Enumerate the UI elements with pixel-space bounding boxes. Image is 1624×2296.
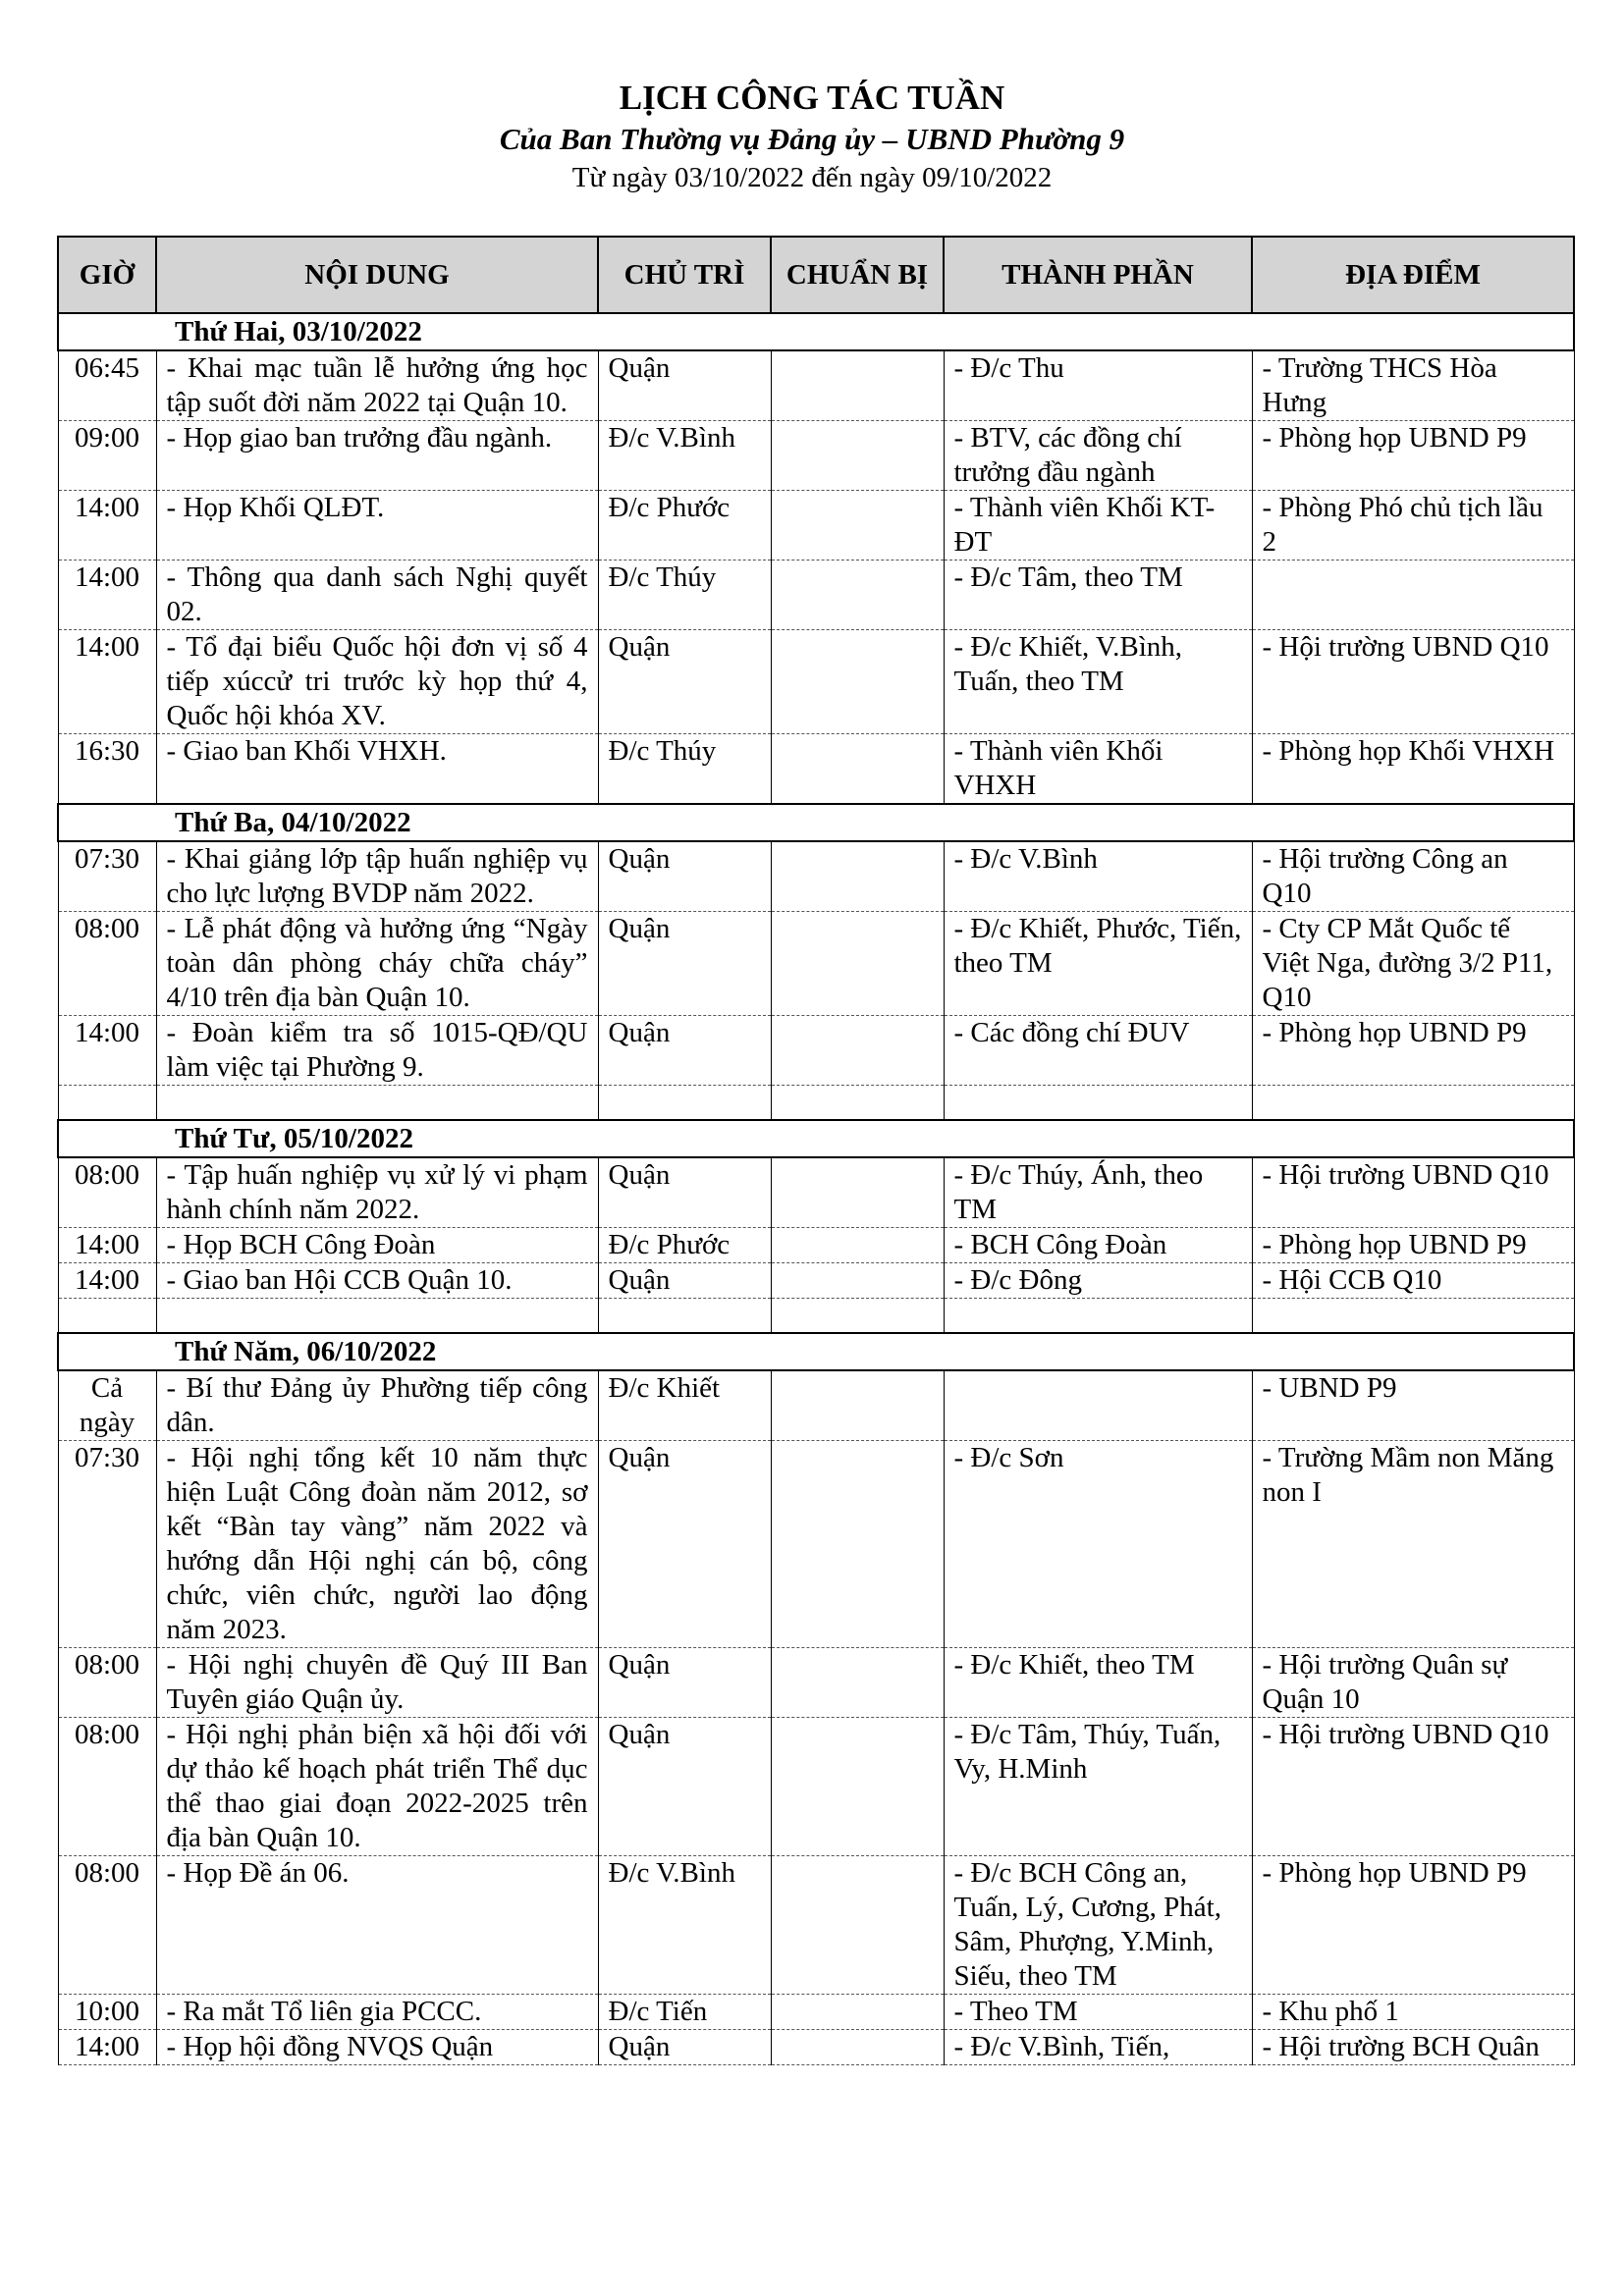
cell-content: - Thông qua danh sách Nghị quyết 02.	[156, 561, 598, 630]
cell-content: - Khai mạc tuần lễ hưởng ứng học tập suốt đời năm 2022 tại Quận 10.	[156, 350, 598, 421]
blank-row	[58, 1299, 1574, 1334]
cell-members: - Đ/c Thúy, Ánh, theo TM	[944, 1157, 1252, 1228]
event-row	[58, 1856, 1574, 1995]
cell-members: - Các đồng chí ĐUV	[944, 1016, 1252, 1086]
cell-time: 10:00	[58, 1995, 156, 2030]
cell-content: - Giao ban Hội CCB Quận 10.	[156, 1263, 598, 1299]
cell-place	[1252, 1086, 1574, 1121]
cell-prep	[771, 1086, 944, 1121]
cell-prep	[771, 630, 944, 734]
cell-place: - Hội trường BCH Quân	[1252, 2030, 1574, 2065]
cell-prep	[771, 912, 944, 1016]
document-subtitle: Của Ban Thường vụ Đảng ủy – UBND Phường 9	[499, 122, 1125, 156]
cell-content	[156, 1299, 598, 1334]
cell-time: 14:00	[58, 1016, 156, 1086]
cell-chair	[598, 1086, 771, 1121]
cell-content: - Tổ đại biểu Quốc hội đơn vị số 4 tiếp xúccử tri trước kỳ họp thứ 4, Quốc hội khóa XV.	[156, 630, 598, 734]
cell-content: - Họp giao ban trưởng đầu ngành.	[156, 421, 598, 491]
cell-place: - Hội trường UBND Q10	[1252, 1718, 1574, 1856]
cell-content: - Họp Đề án 06.	[156, 1856, 598, 1995]
day-label: Thứ Hai, 03/10/2022	[58, 313, 1574, 350]
event-row	[58, 630, 1574, 734]
cell-place: - Phòng họp Khối VHXH	[1252, 734, 1574, 805]
cell-prep	[771, 1228, 944, 1263]
header-row	[58, 237, 1574, 313]
cell-members: - Đ/c Đông	[944, 1263, 1252, 1299]
event-row	[58, 1016, 1574, 1086]
day-heading-row	[58, 1120, 1574, 1157]
cell-prep	[771, 421, 944, 491]
schedule-table	[57, 236, 1575, 2065]
cell-place: - Cty CP Mắt Quốc tế Việt Nga, đường 3/2 P11, Q10	[1252, 912, 1574, 1016]
day-label: Thứ Năm, 06/10/2022	[58, 1333, 1574, 1370]
cell-time: 14:00	[58, 1263, 156, 1299]
cell-chair: Đ/c Khiết	[598, 1370, 771, 1441]
cell-place: - Phòng họp UBND P9	[1252, 1228, 1574, 1263]
cell-members: - Đ/c Khiết, Phước, Tiến, theo TM	[944, 912, 1252, 1016]
cell-content: - Họp Khối QLĐT.	[156, 491, 598, 561]
document-header	[0, 77, 1624, 196]
cell-prep	[771, 350, 944, 421]
event-row	[58, 1995, 1574, 2030]
cell-content	[156, 1086, 598, 1121]
cell-members: - BTV, các đồng chí trưởng đầu ngành	[944, 421, 1252, 491]
cell-members	[944, 1299, 1252, 1334]
day-label: Thứ Tư, 05/10/2022	[58, 1120, 1574, 1157]
cell-prep	[771, 2030, 944, 2065]
blank-row	[58, 1086, 1574, 1121]
cell-place: - Hội trường Quân sự Quận 10	[1252, 1648, 1574, 1718]
cell-chair: Quận	[598, 630, 771, 734]
column-header-place: ĐỊA ĐIỂM	[1252, 237, 1574, 313]
cell-prep	[771, 1441, 944, 1648]
cell-time	[58, 1086, 156, 1121]
cell-content: - Họp BCH Công Đoàn	[156, 1228, 598, 1263]
cell-content: - Tập huấn nghiệp vụ xử lý vi phạm hành chính năm 2022.	[156, 1157, 598, 1228]
cell-members: - BCH Công Đoàn	[944, 1228, 1252, 1263]
event-row	[58, 2030, 1574, 2065]
cell-place: - Phòng họp UBND P9	[1252, 1856, 1574, 1995]
cell-time: 09:00	[58, 421, 156, 491]
cell-chair: Quận	[598, 1648, 771, 1718]
cell-chair: Đ/c Phước	[598, 1228, 771, 1263]
cell-prep	[771, 1299, 944, 1334]
event-row	[58, 1648, 1574, 1718]
cell-members: - Đ/c V.Bình	[944, 841, 1252, 912]
cell-prep	[771, 1016, 944, 1086]
cell-content: - Giao ban Khối VHXH.	[156, 734, 598, 805]
cell-chair: Đ/c V.Bình	[598, 1856, 771, 1995]
cell-chair: Quận	[598, 1263, 771, 1299]
cell-members: - Đ/c V.Bình, Tiến,	[944, 2030, 1252, 2065]
event-row	[58, 1718, 1574, 1856]
column-header-chair: CHỦ TRÌ	[598, 237, 771, 313]
event-row	[58, 734, 1574, 805]
day-heading-row	[58, 1333, 1574, 1370]
cell-time: 08:00	[58, 1718, 156, 1856]
cell-chair: Quận	[598, 2030, 771, 2065]
cell-prep	[771, 1995, 944, 2030]
cell-prep	[771, 1370, 944, 1441]
cell-content: - Bí thư Đảng ủy Phường tiếp công dân.	[156, 1370, 598, 1441]
cell-chair: Quận	[598, 1157, 771, 1228]
cell-prep	[771, 1718, 944, 1856]
cell-time: 14:00	[58, 630, 156, 734]
event-row	[58, 841, 1574, 912]
cell-prep	[771, 561, 944, 630]
cell-time: 16:30	[58, 734, 156, 805]
column-header-members: THÀNH PHẦN	[944, 237, 1252, 313]
cell-content: - Hội nghị chuyên đề Quý III Ban Tuyên giáo Quận ủy.	[156, 1648, 598, 1718]
cell-place: - Hội trường UBND Q10	[1252, 630, 1574, 734]
cell-members: - Thành viên Khối VHXH	[944, 734, 1252, 805]
event-row	[58, 912, 1574, 1016]
cell-time: 08:00	[58, 1157, 156, 1228]
cell-time	[58, 1299, 156, 1334]
day-heading-row	[58, 804, 1574, 841]
cell-place: - Phòng họp UBND P9	[1252, 421, 1574, 491]
cell-content: - Ra mắt Tổ liên gia PCCC.	[156, 1995, 598, 2030]
cell-chair: Đ/c V.Bình	[598, 421, 771, 491]
cell-members: - Đ/c Tâm, theo TM	[944, 561, 1252, 630]
cell-members: - Đ/c Thu	[944, 350, 1252, 421]
cell-time: 14:00	[58, 1228, 156, 1263]
column-header-time: GIỜ	[58, 237, 156, 313]
cell-members: - Đ/c Tâm, Thúy, Tuấn, Vy, H.Minh	[944, 1718, 1252, 1856]
event-row	[58, 491, 1574, 561]
column-header-prep: CHUẨN BỊ	[771, 237, 944, 313]
cell-time: 14:00	[58, 2030, 156, 2065]
cell-time: Cả ngày	[58, 1370, 156, 1441]
event-row	[58, 421, 1574, 491]
cell-place: - Trường THCS Hòa Hưng	[1252, 350, 1574, 421]
cell-members: - Thành viên Khối KT-ĐT	[944, 491, 1252, 561]
date-range: Từ ngày 03/10/2022 đến ngày 09/10/2022	[571, 162, 1053, 193]
cell-chair: Quận	[598, 1016, 771, 1086]
cell-members: - Đ/c Khiết, theo TM	[944, 1648, 1252, 1718]
cell-place: - Hội trường Công an Q10	[1252, 841, 1574, 912]
cell-chair: Đ/c Tiến	[598, 1995, 771, 2030]
cell-prep	[771, 1263, 944, 1299]
cell-prep	[771, 491, 944, 561]
cell-place: - Hội CCB Q10	[1252, 1263, 1574, 1299]
cell-place: - Trường Mầm non Măng non I	[1252, 1441, 1574, 1648]
cell-prep	[771, 734, 944, 805]
cell-content: - Lễ phát động và hưởng ứng “Ngày toàn dân phòng cháy chữa cháy” 4/10 trên địa bàn Quận 10.	[156, 912, 598, 1016]
cell-prep	[771, 1157, 944, 1228]
cell-members	[944, 1086, 1252, 1121]
event-row	[58, 1441, 1574, 1648]
event-row	[58, 1263, 1574, 1299]
cell-content: - Đoàn kiểm tra số 1015-QĐ/QU làm việc tại Phường 9.	[156, 1016, 598, 1086]
event-row	[58, 561, 1574, 630]
cell-chair: Đ/c Thúy	[598, 734, 771, 805]
cell-time: 14:00	[58, 561, 156, 630]
cell-chair	[598, 1299, 771, 1334]
day-label: Thứ Ba, 04/10/2022	[58, 804, 1574, 841]
cell-content: - Khai giảng lớp tập huấn nghiệp vụ cho lực lượng BVDP năm 2022.	[156, 841, 598, 912]
event-row	[58, 350, 1574, 421]
cell-prep	[771, 1648, 944, 1718]
cell-time: 06:45	[58, 350, 156, 421]
cell-members: - Đ/c Khiết, V.Bình, Tuấn, theo TM	[944, 630, 1252, 734]
cell-chair: Đ/c Thúy	[598, 561, 771, 630]
cell-chair: Quận	[598, 350, 771, 421]
cell-time: 08:00	[58, 1856, 156, 1995]
event-row	[58, 1157, 1574, 1228]
cell-place: - Phòng Phó chủ tịch lầu 2	[1252, 491, 1574, 561]
cell-chair: Quận	[598, 912, 771, 1016]
cell-time: 07:30	[58, 1441, 156, 1648]
cell-members: - Đ/c BCH Công an, Tuấn, Lý, Cương, Phát, Sâm, Phượng, Y.Minh, Siếu, theo TM	[944, 1856, 1252, 1995]
cell-time: 14:00	[58, 491, 156, 561]
cell-content: - Họp hội đồng NVQS Quận	[156, 2030, 598, 2065]
cell-members: - Đ/c Sơn	[944, 1441, 1252, 1648]
cell-time: 08:00	[58, 912, 156, 1016]
cell-time: 07:30	[58, 841, 156, 912]
cell-place: - Khu phố 1	[1252, 1995, 1574, 2030]
cell-place	[1252, 1299, 1574, 1334]
day-heading-row	[58, 313, 1574, 350]
cell-chair: Quận	[598, 1441, 771, 1648]
cell-content: - Hội nghị tổng kết 10 năm thực hiện Luật Công đoàn năm 2012, sơ kết “Bàn tay vàng” năm 2022 và hướng dẫn Hội nghị cán bộ, công chức, viên chức, người lao động năm 2023.	[156, 1441, 598, 1648]
event-row	[58, 1370, 1574, 1441]
cell-members	[944, 1370, 1252, 1441]
cell-place: - Hội trường UBND Q10	[1252, 1157, 1574, 1228]
cell-place	[1252, 561, 1574, 630]
event-row	[58, 1228, 1574, 1263]
cell-place: - Phòng họp UBND P9	[1252, 1016, 1574, 1086]
cell-prep	[771, 1856, 944, 1995]
column-header-content: NỘI DUNG	[156, 237, 598, 313]
cell-prep	[771, 841, 944, 912]
cell-chair: Đ/c Phước	[598, 491, 771, 561]
document-title: LỊCH CÔNG TÁC TUẦN	[619, 79, 1005, 117]
cell-chair: Quận	[598, 841, 771, 912]
cell-place: - UBND P9	[1252, 1370, 1574, 1441]
cell-members: - Theo TM	[944, 1995, 1252, 2030]
cell-content: - Hội nghị phản biện xã hội đối với dự thảo kế hoạch phát triển Thể dục thể thao giai đoạn 2022-2025 trên địa bàn Quận 10.	[156, 1718, 598, 1856]
cell-chair: Quận	[598, 1718, 771, 1856]
cell-time: 08:00	[58, 1648, 156, 1718]
